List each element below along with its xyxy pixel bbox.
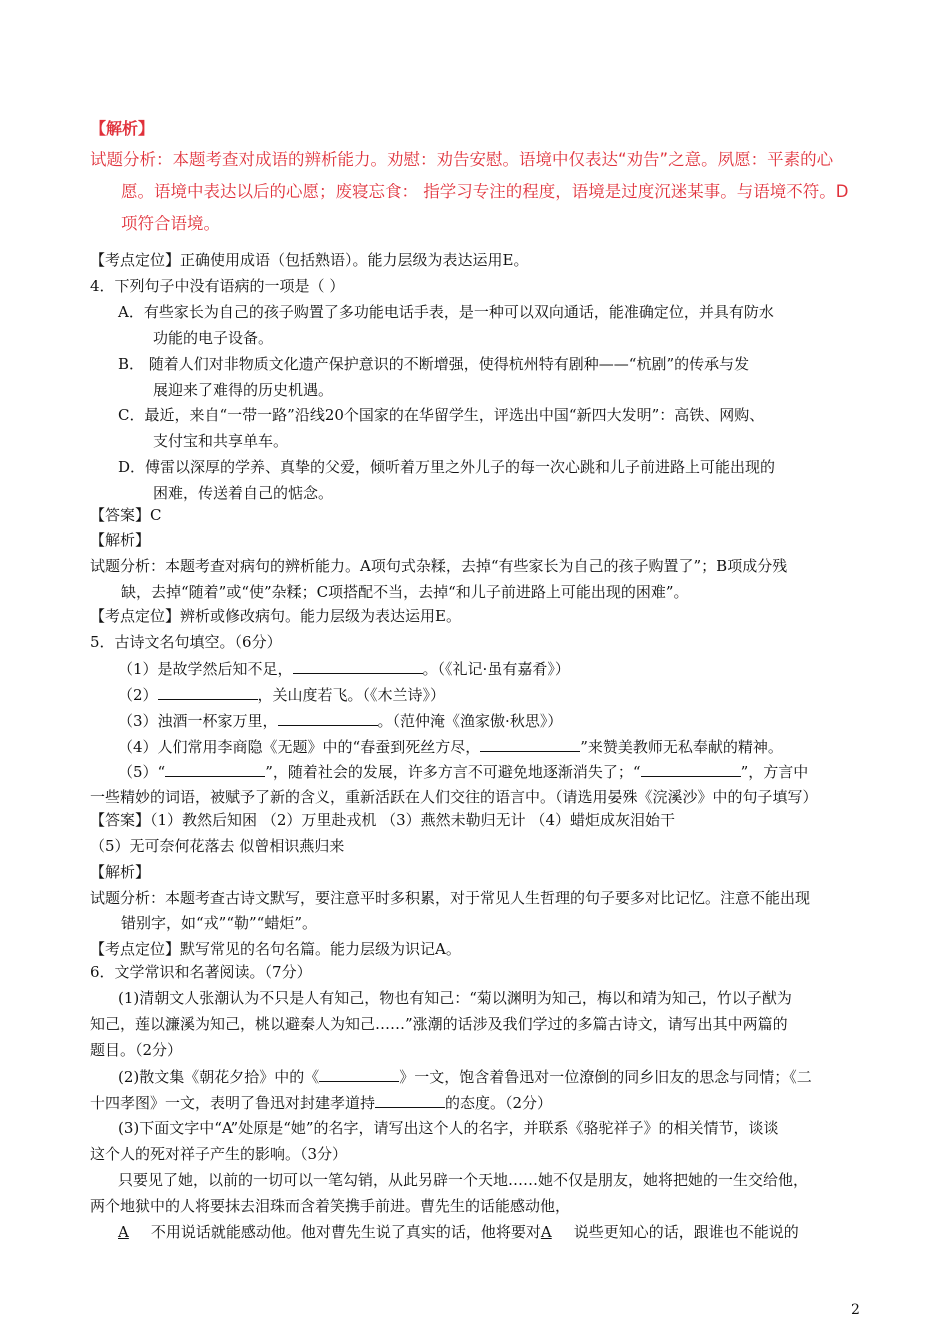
line-text: （1）是故学然后知不足， xyxy=(118,660,293,678)
text-line xyxy=(118,1222,799,1242)
text-line xyxy=(118,761,808,782)
text-line xyxy=(90,149,833,171)
text-line xyxy=(153,328,273,348)
line-text: 两个地狱中的人将要抹去泪珠而含着笑携手前进。曹先生的话能感动他， xyxy=(90,1197,571,1215)
page-number: 2 xyxy=(851,1302,860,1318)
text-line xyxy=(90,530,150,550)
text-line xyxy=(118,302,774,322)
line-text: B． 随着人们对非物质文化遗产保护意识的不断增强，使得杭州特有剧种——“杭剧”的传承与发 xyxy=(118,355,750,373)
text-line xyxy=(90,862,150,882)
line-text: 【答案】（1）教然后知困 （2）万里赴戎机 （3）燕然未勒归无计 （4）蜡炬成灰泪始干 xyxy=(90,811,675,829)
line-text: 展迎来了难得的历史机遇。 xyxy=(153,381,334,399)
line-text: 【考点定位】辨析或修改病句。能力层级为表达运用E。 xyxy=(90,607,461,625)
text-line xyxy=(90,939,461,959)
line-text: (3)下面文字中“A”处原是“她”的名字，请写出这个人的名字，并联系《骆驼祥子》的相关情节，谈谈 xyxy=(118,1119,779,1137)
text-line xyxy=(118,457,775,477)
line-text: （5）“ xyxy=(118,763,166,781)
text-line xyxy=(90,1196,570,1216)
text-line xyxy=(90,1040,182,1060)
line-text: 知己，莲以濂溪为知己，桃以避秦人为知己……”涨潮的话涉及我们学过的多篇古诗文，请写出其中两篇的 xyxy=(90,1015,788,1033)
text-line xyxy=(90,606,461,626)
line-text: 6．文学常识和名著阅读。（7分） xyxy=(90,963,312,981)
text-line xyxy=(121,913,317,933)
line-text: 一些精妙的词语，被赋予了新的含义，重新活跃在人们交往的语言中。（请选用晏殊《浣溪沙》中的句子填写） xyxy=(90,788,818,806)
line-text: 【考点定位】正确使用成语（包括熟语）。能力层级为表达运用E。 xyxy=(90,251,529,269)
text-line xyxy=(118,1118,779,1138)
text-line xyxy=(121,181,848,203)
text-line xyxy=(90,632,282,652)
text-line xyxy=(90,836,344,856)
text-line xyxy=(90,1092,552,1113)
line-text: （3）浊酒一杯家万里， xyxy=(118,712,278,730)
text-line xyxy=(90,888,810,908)
line-text: 》一文，饱含着鲁迅对一位潦倒的同乡旧友的思念与同情；《二 xyxy=(399,1068,812,1086)
line-text: 【答案】C xyxy=(90,506,162,524)
text-line xyxy=(118,710,562,731)
answer-blank xyxy=(480,736,580,752)
line-text: (2)散文集《朝花夕拾》中的《 xyxy=(118,1068,320,1086)
line-text: （4）人们常用李商隐《无题》中的“春蚕到死丝方尽， xyxy=(118,738,481,756)
underlined-placeholder: A xyxy=(118,1223,129,1241)
line-text: 4．下列句子中没有语病的一项是（ ） xyxy=(90,277,345,295)
text-line xyxy=(121,213,220,235)
line-text: 说些更知心的话，跟谁也不能说的 xyxy=(573,1223,799,1241)
text-line xyxy=(90,119,154,139)
line-text: 困难，传送着自己的惦念。 xyxy=(153,484,334,502)
answer-blank xyxy=(375,1092,445,1108)
text-line xyxy=(90,1144,347,1164)
line-text: 支付宝和共享单车。 xyxy=(153,432,289,450)
answer-blank xyxy=(278,710,378,726)
text-line xyxy=(90,250,528,270)
line-text: （2） xyxy=(118,686,158,704)
line-text: 缺，去掉“随着”或“使”杂糅；C项搭配不当，去掉“和儿子前进路上可能出现的困难”。 xyxy=(121,583,689,601)
line-text: A．有些家长为自己的孩子购置了多功能电话手表，是一种可以双向通话，能准确定位，并具有防水 xyxy=(118,303,774,321)
underlined-placeholder: A xyxy=(540,1223,552,1241)
line-text: ”来赞美教师无私奉献的精神。 xyxy=(580,738,783,756)
text-line xyxy=(118,684,445,705)
line-text: 【解析】 xyxy=(90,119,155,138)
text-line xyxy=(118,1066,812,1087)
line-text: 试题分析：本题考查对病句的辨析能力。A项句式杂糅，去掉“有些家长为自己的孩子购置了”；B项成分残 xyxy=(90,557,788,575)
text-line xyxy=(90,505,161,525)
text-line xyxy=(118,354,749,374)
line-text: 。（范仲淹《渔家傲·秋思》） xyxy=(377,712,563,730)
line-text: 【解析】 xyxy=(90,863,151,881)
line-text: 错别字，如“戎”“勒”“蜡炬”。 xyxy=(121,914,318,932)
line-text: 试题分析：本题考查对成语的辨析能力。劝慰：劝告安慰。语境中仅表达“劝告”之意。夙愿：平素的心 xyxy=(90,150,834,169)
line-text: D．傅雷以深厚的学养、真挚的父爱，倾听着万里之外儿子的每一次心跳和儿子前进路上可能出现的 xyxy=(118,458,776,476)
answer-blank xyxy=(319,1066,399,1082)
line-text: 题目。（2分） xyxy=(90,1041,183,1059)
answer-blank xyxy=(641,761,741,777)
line-text: 【考点定位】默写常见的名句名篇。能力层级为识记A。 xyxy=(90,940,461,958)
text-line xyxy=(153,380,333,400)
text-line xyxy=(90,810,675,830)
text-line xyxy=(153,431,288,451)
text-line xyxy=(118,736,783,757)
line-text: 的态度。（2分） xyxy=(445,1094,553,1112)
text-line xyxy=(118,405,764,425)
text-line xyxy=(90,276,344,296)
line-text: 5．古诗文名句填空。（6分） xyxy=(90,633,282,651)
line-text: 。（《礼记·虽有嘉肴》） xyxy=(422,660,570,678)
text-line xyxy=(90,962,312,982)
text-line xyxy=(121,582,689,602)
line-text: 【解析】 xyxy=(90,531,151,549)
text-line xyxy=(90,787,818,807)
line-text: ”，方言中 xyxy=(740,763,809,781)
line-text: 试题分析：本题考查古诗文默写，要注意平时多积累，对于常见人生哲理的句子要多对比记忆。注意不能出现 xyxy=(90,889,811,907)
line-text: 不用说话就能感动他。他对曹先生说了真实的话，他将要对 xyxy=(150,1223,541,1241)
text-line xyxy=(153,483,333,503)
line-text: 只要见了她，以前的一切可以一笔勾销，从此另辟一个天地……她不仅是朋友，她将把她的一生交给他， xyxy=(118,1171,809,1189)
line-text: 这个人的死对祥子产生的影响。（3分） xyxy=(90,1145,348,1163)
answer-blank xyxy=(158,684,258,700)
text-line xyxy=(90,556,787,576)
line-text: 十四孝图》一文，表明了鲁迅对封建孝道持 xyxy=(90,1094,376,1112)
line-text: 愿。语境中表达以后的心愿；废寝忘食： 指学习专注的程度，语境是过度沉迷某事。与语境不符。D xyxy=(121,182,849,201)
line-text: C．最近，来自“一带一路”沿线20个国家的在华留学生，评选出中国“新四大发明”：高铁、网购、 xyxy=(118,406,765,424)
text-line xyxy=(118,1170,808,1190)
text-line xyxy=(118,658,570,679)
line-text: ”，随着社会的发展，许多方言不可避免地逐渐消失了；“ xyxy=(265,763,641,781)
line-text: 项符合语境。 xyxy=(121,214,220,233)
answer-blank xyxy=(293,658,423,674)
text-line xyxy=(90,1014,788,1034)
line-text: ，关山度若飞。（《木兰诗》） xyxy=(257,686,446,704)
line-text: （5）无可奈何花落去 似曾相识燕归来 xyxy=(90,837,345,855)
text-line xyxy=(118,988,792,1008)
line-text: (1)清朝文人张潮认为不只是人有知己，物也有知己：“菊以渊明为知己，梅以和靖为知己，竹以子猷为 xyxy=(118,989,792,1007)
answer-blank xyxy=(165,761,265,777)
line-text: 功能的电子设备。 xyxy=(153,329,274,347)
